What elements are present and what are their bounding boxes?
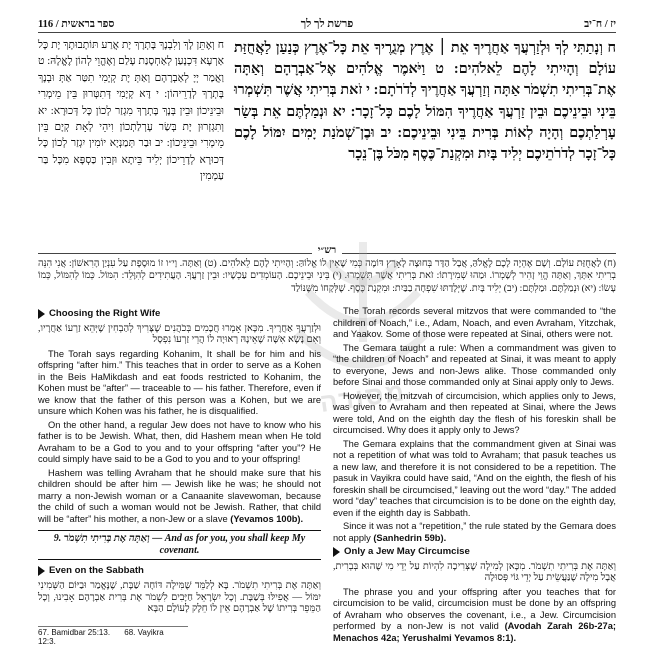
onkelos-text: ח וְאֶתֵּן לָךְ וְלִבְנָךְ בָּתְרָךְ יָת אֲרַע תּוֹתָבוּתָךְ יָת כָּל אַרְעָא דִּכְנָעַן לְאַחְסָנַת עָלַם וְאֶהֱוֵי לְהוֹן לֶאֱלָהּ: ט וַאֲמַר יְיָ לְאַבְרָהָם וְאַתְּ יָת קְיָמִי תִטַּר אַתְּ וּבְנָךְ בָּתְרָךְ לְדָרֵיהוֹן: י דָּא קְיָמִי דְּתִטְּרוּן בֵּין מֵימְרִי וּבֵינֵיכוֹן וּבֵין בְּנָךְ בָּתְרָךְ מִגְזַר לְכוֹן כָּל דְּכוּרָא: יא וְתִגְזְרוּן יָת בְּשַׂר עָרְלַתְכוֹן וִיהֵי לְאָת קְיָם בֵּין מֵימְרִי וּבֵינֵיכוֹן: יב וּבַר תְּמַנְיָא יוֹמִין יִגְזַר לְכוֹן כָּל דְּכוּרָא לְדָרֵיכוֹן יְלִיד בֵּיתָא וּזְבִין כַּסְפָּא מִכָּל בַּר עַמְמִין — [38, 40, 224, 183]
right-column — [333, 306, 616, 643]
page — [38, 12, 616, 646]
section-header-choosing-wife — [38, 308, 321, 320]
arrow-icon — [38, 309, 45, 319]
watermark-text: מסורה — [317, 376, 408, 418]
footnote: 67. Bamidbar 25:13. — [38, 628, 111, 637]
citation: (Sanhedrin 59b). — [373, 532, 447, 543]
paragraph: The Gemara explains that the commandment given at Sinai was not a repetition of what was told to Avraham; that pasuk teaches us a new law, and therefore it is not considered to be a repetition. The pasuk in Vayikra could have said, “And on the eighth, the flesh of his foreskin shall be circumcised,” leaving out the word “day.” The added word “day” teaches that circumcision is to be done on the eighth day, even if the eighth day is Sabbath. — [333, 438, 616, 518]
paragraph: On the other hand, a regular Jew does not have to know who his father is to be Jewish. What, then, did Hashem mean when He told Avraham to be a God to you and to your offspring “after you”? He could simply have said to be a God to you and to your offspring! — [38, 419, 321, 465]
paragraph-text: The phrase you and your offspring after you teaches that for circumcision to be valid, circumcision must be done by an offspring of Avraham who observes the covenant, i.e., a Jew. Circumcision performed by a non-Jew is not valid — [333, 586, 616, 632]
paragraph-text: Hashem was telling Avraham that he should make sure that his children should be after him — Jewish like he was; he should not marry a non-Jewish woman or a Canaanite slavewoman, because the child of such a woman would not be Jewish. Rather, that child will be “after” his mother, a non-Jew or a slave — [38, 467, 321, 524]
hebrew-paragraph: וְאַתָּה אֶת בְּרִיתִי תִשְׁמֹר. מִכָּאן לְמִילָה שֶׁצְּרִיכָה לִהְיוֹת עַל יְדֵי מִי שֶׁהוּא בְּבְרִית, אֲבָל מִילָה שֶׁנַּעֲשֵׂית עַל יְדֵי גּוֹי פְּסוּלָה — [333, 560, 616, 584]
section-title: Even on the Sabbath — [49, 565, 144, 577]
section-header-only-jew — [333, 546, 616, 558]
paragraph: The Torah records several mitzvos that were commanded to “the children of Noach,” i.e., Adam, Noach, and even Avraham, Yitzchak, and Yaakov. Some of those were repeated at Sinai, others were not. — [333, 306, 616, 339]
footnotes — [38, 626, 188, 646]
paragraph — [38, 468, 321, 526]
torah-text: ח וְנָתַתִּי לְךָ וּלְזַרְעֲךָ אַחֲרֶיךָ אֵת ׀ אֶרֶץ מְגֻרֶיךָ אֵת כָּל־אֶרֶץ כְּנַעַן לַאֲחֻזַּת עוֹלָם וְהָיִיתִי לָהֶם לֵאלֹהִים: ט וַיֹּאמֶר אֱלֹהִים אֶל־אַבְרָהָם וְאַתָּה אֶת־בְּרִיתִי תִשְׁמֹר אַתָּה וְזַרְעֲךָ אַחֲרֶיךָ לְדֹרֹתָם: י זֹאת בְּרִיתִי אֲשֶׁר תִּשְׁמְרוּ בֵּינִי וּבֵינֵיכֶם וּבֵין זַרְעֲךָ אַחֲרֶיךָ הִמּוֹל לָכֶם כָּל־זָכָר: יא וּנְמַלְתֶּם אֵת בְּשַׂר עָרְלַתְכֶם וְהָיָה לְאוֹת בְּרִית בֵּינִי וּבֵינֵיכֶם: יב וּבֶן־שְׁמֹנַת יָמִים יִמּוֹל לָכֶם כָּל־זָכָר לְדֹרֹתֵיכֶם יְלִיד בָּיִת וּמִקְנַת־כֶּסֶף מִכֹּל בֶּן־נֵכָר — [234, 40, 616, 163]
running-head-left: 116 / ספר בראשית — [38, 19, 115, 30]
citation: (Avodah Zarah 26b-27a; Menachos 42a; Yerushalmi Yevamos 8:1). — [333, 621, 616, 643]
section-header-sabbath — [38, 565, 321, 577]
citation: (Yevamos 100b). — [230, 513, 304, 524]
main-text-block — [38, 38, 616, 252]
section-title: Choosing the Right Wife — [49, 308, 161, 319]
paragraph: The Gemara taught a rule: When a commandment was given to “the children of Noach” and repeated at Sinai, it was meant to apply to everyone, Jews and non-Jews alike. Those commanded only before Sinai and those commanded only at Sinai apply only to Jews. — [333, 342, 616, 387]
hebrew-paragraph: וּלְזַרְעֲךָ אַחֲרֶיךָ. מִכָּאן אָמְרוּ חֲכָמִים בְּכֹהֲנִים שֶׁצָּרִיךְ לְהַבְחִין שֶׁיְּהֵא זַרְעוֹ אַחֲרָיו, וְאִם נָשָׂא אִשָּׁה שֶׁאֵינָהּ רְאוּיָה לוֹ הֲרֵי זַרְעוֹ נִפְסָל — [38, 322, 321, 346]
rashi-text: (ח) לַאֲחֻזַּת עוֹלָם. וְשָׁם אֶהְיֶה לָכֶם לֶאֱלֹהַּ, אֲבָל הַדָּר בְּחוּצָה לָאָרֶץ דּוֹמֶה כְּמִי שֶׁאֵין לוֹ אֱלוֹהַּ: וְהָיִיתִי לָהֶם לֵאלֹהִים. (ט) וְאַתָּה. וָי״ו זוֹ מוּסֶפֶת עַל עִנְיַן הָרִאשׁוֹן: אֲנִי הִנֵּה בְרִיתִי אִתָּךְ, וְאַתָּה הֱוֵי זָהִיר לְשָׁמְרוֹ. וּמַהוּ שְׁמִירָתוֹ: זֹאת בְּרִיתִי אֲשֶׁר תִּשְׁמְרוּ. (י) בֵּינִי וּבֵינֵיכֶם. הָעוֹמְדִים עַכְשָׁיו: וּבֵין זַרְעֲךָ. הָעֲתִידִים לְהִוָּלֵד: הִמּוֹל. כְּמוֹ לְהִמּוֹל, כְּמוֹ עָשׂוֹ: (יא) וּנְמַלְתֶּם. וּמַלְתֶּם: (יב) יְלִיד בָּיִת. שֶׁיְּלָדַתּוּ שִׁפְחָה בַבַּיִת: וּמִקְנַת כֶּסֶף. שֶׁלְּקָחוֹ מִשֶּׁנּוֹלַד — [38, 257, 616, 294]
paragraph-text: Since it was not a “repetition,” the rule stated by the Gemara does not apply — [333, 521, 616, 543]
arrow-icon — [333, 547, 340, 557]
rashi-commentary — [38, 245, 616, 295]
verse-heading: 9. וְאַתָּה אֶת בְּרִיתִי תִשְׁמֹר — And as for you, you shall keep My covenant. — [38, 530, 321, 560]
running-head-right: יז / ח־יב — [584, 19, 616, 30]
footnote: 68. Vayikra 12:3. — [38, 628, 164, 646]
section-title: Only a Jew May Circumcise — [344, 546, 470, 557]
paragraph — [333, 521, 616, 544]
running-head — [38, 12, 616, 33]
paragraph: However, the mitzvah of circumcision, which applies only to Jews, was given to Avraham and then repeated at Sinai, where the Jews were told, And on the eighth day the flesh of his foreskin shall be circumcised. Why does it apply only to Jews? — [333, 390, 616, 435]
paragraph — [333, 587, 616, 645]
hebrew-paragraph: וְאַתָּה אֶת בְּרִיתִי תִשְׁמֹר. בָּא לְלַמֵּד שֶׁמִּילָה דּוֹחָה שַׁבָּת, שֶׁנֶּאֱמַר וּבַיּוֹם הַשְּׁמִינִי יִמּוֹל — אֲפִילּוּ בְּשַׁבָּת. וְכָל יִשְׂרָאֵל חַיָּבִים לִשְׁמֹר אֶת בְּרִית אַבְרָהָם אָבִינוּ, וְכָל הַמֵּפֵר בְּרִיתוֹ שֶׁל אַבְרָהָם אֵין לוֹ חֵלֶק לָעוֹלָם הַבָּא — [38, 579, 321, 615]
arrow-icon — [38, 566, 45, 576]
running-head-center: פרשת לך לך — [300, 18, 354, 30]
paragraph: The Torah says regarding Kohanim, It shall be for him and his offspring “after him.” This teaches that in order to serve as a Kohen in the Beis HaMikdash and eat foods restricted to Kohanim, the Kohen must be “after” — traceable to — his father. Therefore, even if we know that the father of this person was a Kohen, but we are unsure which Kohen was his father, he is disqualified. — [38, 348, 322, 417]
rashi-title: רש״י — [312, 245, 342, 258]
left-column — [38, 306, 321, 624]
